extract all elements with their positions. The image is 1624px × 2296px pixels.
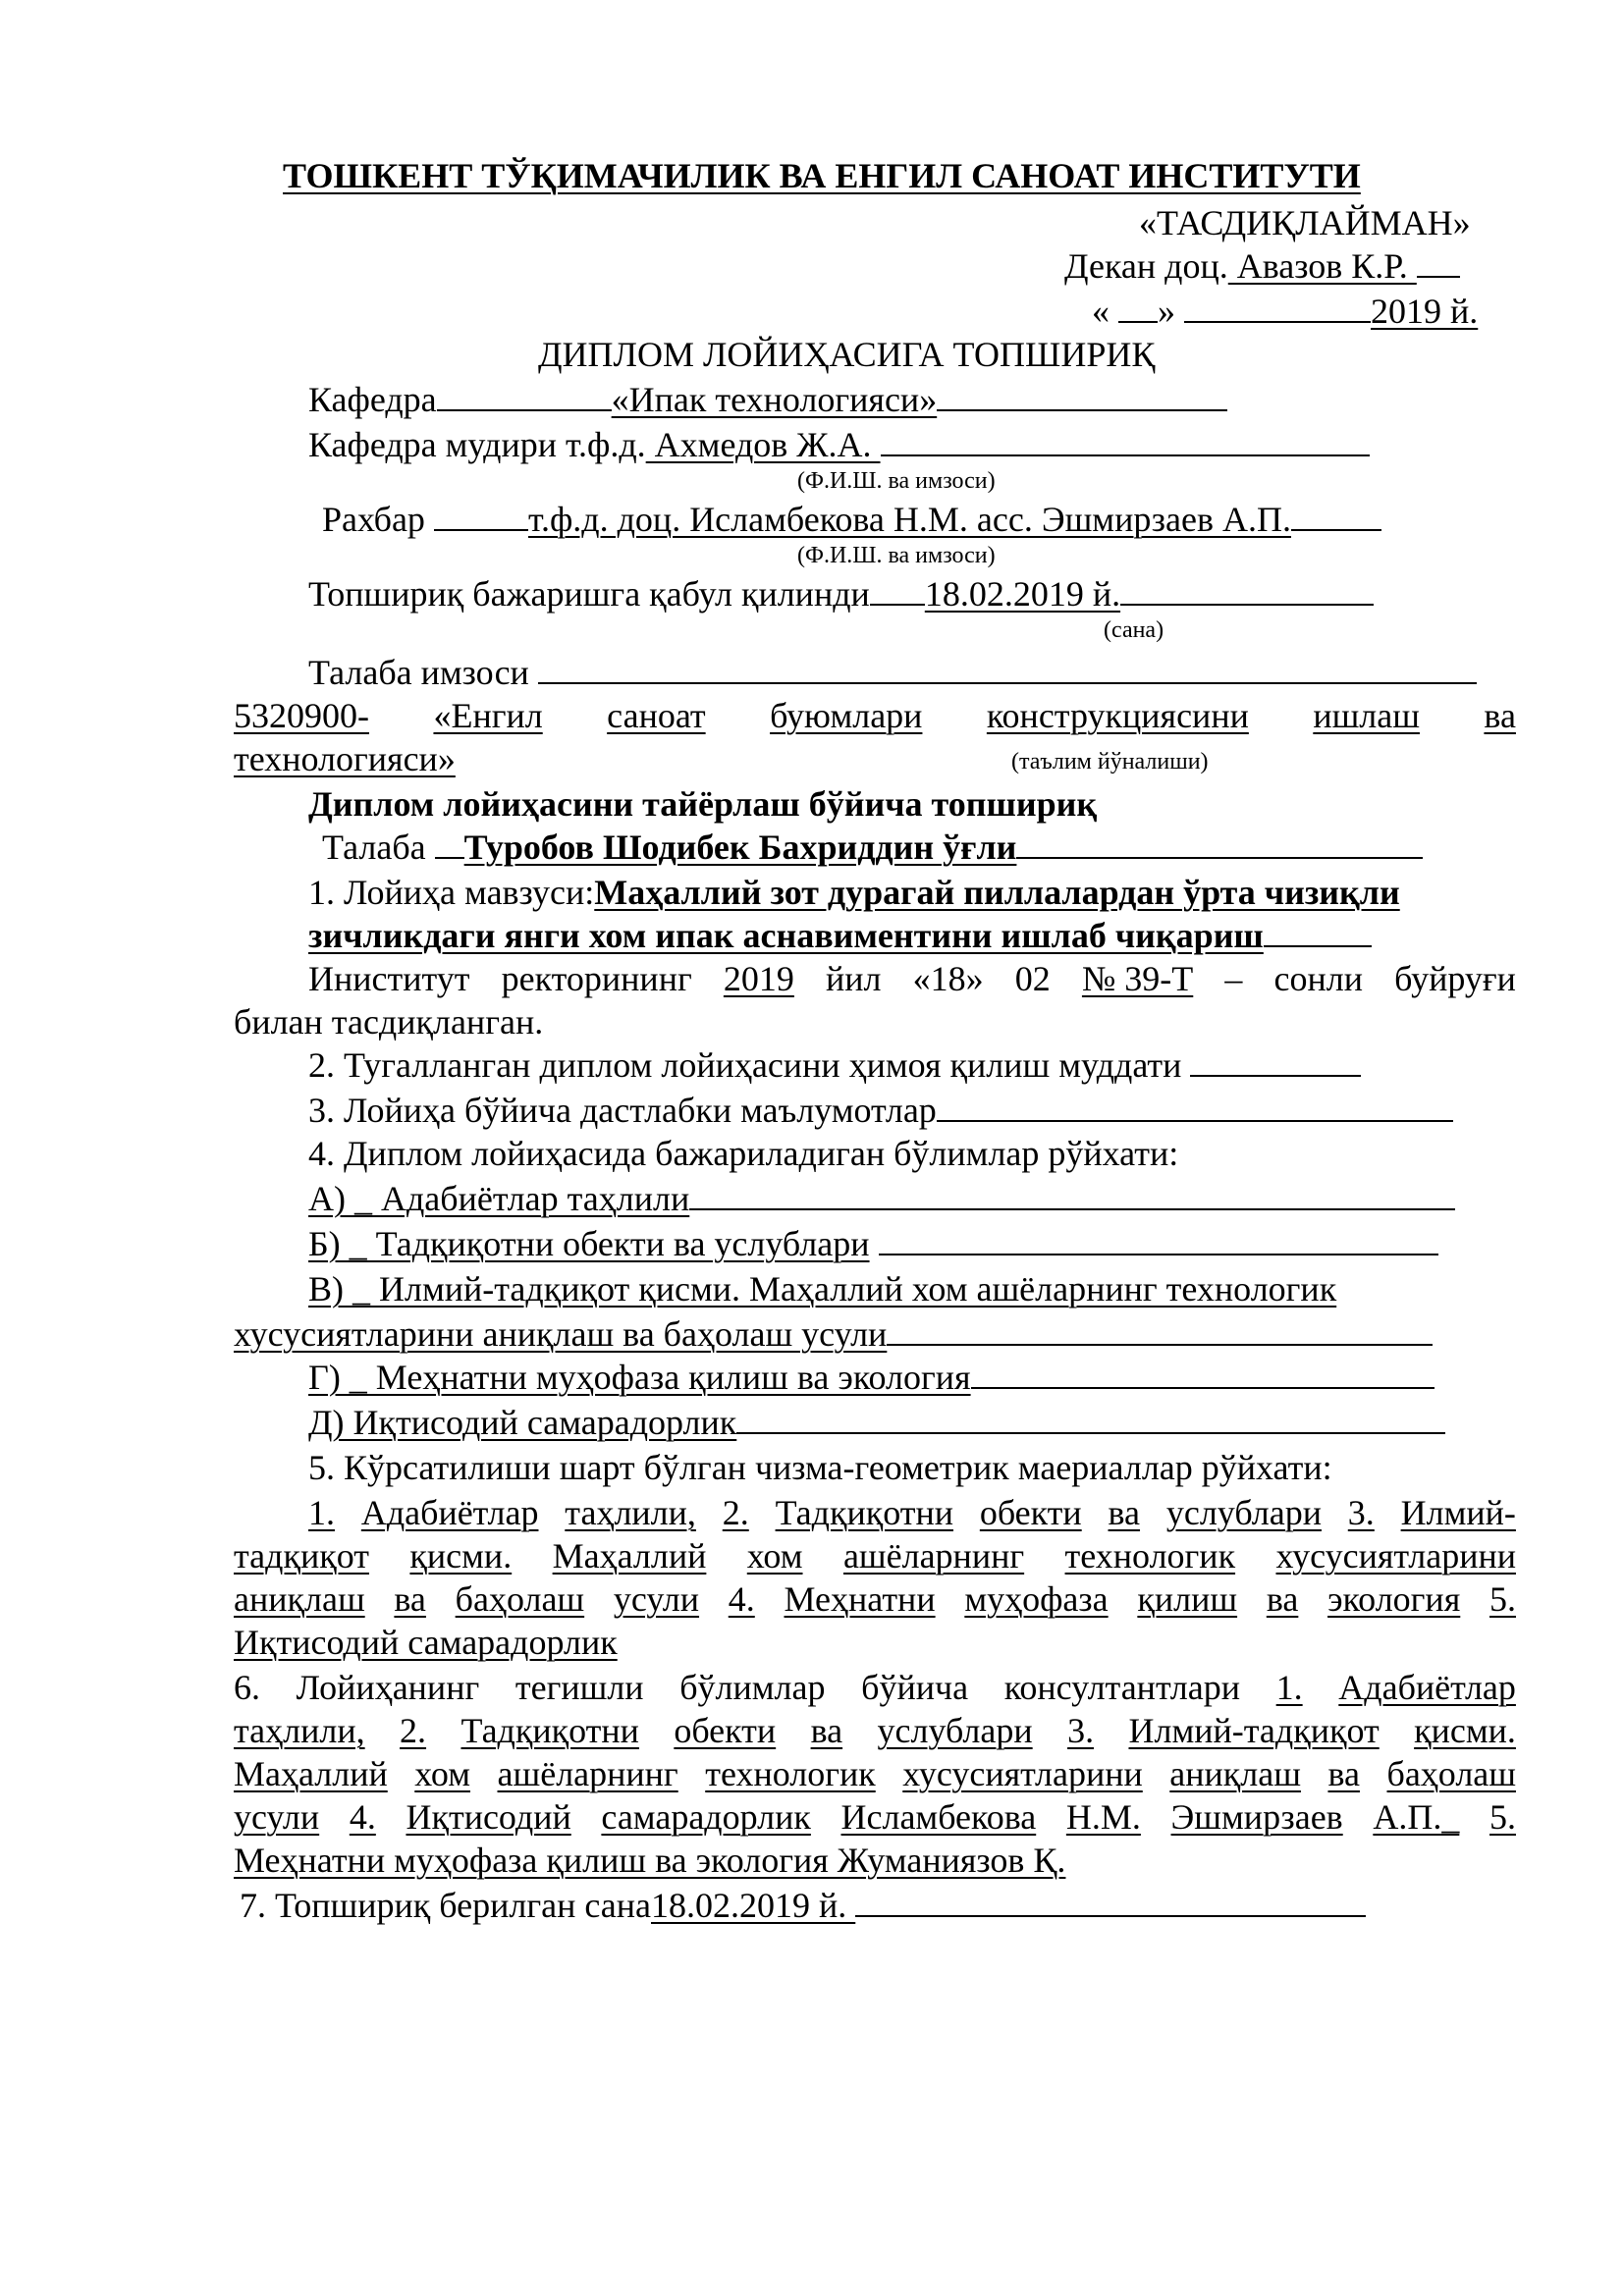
approve-year: 2019 й. [1371,292,1479,331]
item5-word: Тадқиқотни [775,1493,954,1532]
item5-word: хом [746,1536,803,1575]
item5-word: 4. [728,1579,755,1619]
accepted-date: 18.02.2019 й. [924,574,1121,614]
student-signature-label: Талаба имзоси [308,653,529,692]
item5-word: 3. [1347,1493,1375,1532]
department-trail-blank [937,380,1227,411]
item5-word: тадқиқот [234,1536,369,1575]
item5-word: ва [1266,1579,1299,1619]
order-word: ректорининг [501,959,692,998]
item5-line-4: Иқтисодий самарадорлик [234,1623,618,1662]
item6-word: услублари [877,1711,1033,1750]
specialty-word: буюмлари [770,696,923,735]
item5-word: таҳлили, [565,1493,696,1532]
item4-a-line [308,1178,1455,1219]
department-label: Кафедра [308,380,437,419]
item7-blank [855,1886,1366,1917]
student-trail-blank [1016,828,1423,859]
item6-word: Иқтисодий [406,1797,571,1837]
section-d: Д) Иқтисодий самарадорлик [308,1403,737,1442]
item2-line [308,1044,1361,1086]
project-topic-part1: Маҳаллий зот дурагай пиллалардан ўрта чизиқли [594,873,1400,912]
section-a: А) _ Адабиётлар таҳлили [308,1179,690,1218]
item5-word: экология [1327,1579,1461,1619]
specialty-word: конструкциясини [986,696,1249,735]
student-line [322,827,1423,868]
item5-line-2 [234,1535,1516,1576]
item3-line [308,1090,1453,1131]
order-line-1 [308,958,1516,999]
section-v-part2: хусусиятларини аниқлаш ва баҳолаш усули [234,1314,888,1354]
item6-line-1 [234,1667,1516,1708]
item5-word: Адабиётлар [360,1493,539,1532]
item5-word: технологик [1064,1536,1236,1575]
section-b: Б) _ Тадқиқотни обекти ва услублари [308,1224,870,1263]
order-number: № 39-Т [1081,959,1194,998]
date-note: (сана) [1104,617,1164,643]
department-value: «Ипак технологияси» [611,380,938,419]
item5-word: услублари [1165,1493,1322,1532]
item5-word: муҳофаза [964,1579,1109,1619]
item6-line-4 [234,1796,1516,1838]
dean-name: Авазов К.Р. [1227,246,1417,286]
item5-word: ва [1108,1493,1141,1532]
project-topic-part2: зичликдаги янги хом ипак аснавиментини ишлаб чиқариш [308,916,1264,955]
order-month: 02 [1014,959,1051,998]
department-head-name: Ахмедов Ж.А. [645,425,881,464]
item6-word: обекти [674,1711,777,1750]
approve-date-line [1092,291,1478,332]
item1-line-1 [308,872,1400,913]
item6-word: 2. [400,1711,427,1750]
specialty-word: ва [1484,696,1516,735]
item5-word: қилиш [1137,1579,1238,1619]
item6-word: хом [414,1754,470,1793]
item5-word: 2. [722,1493,749,1532]
item6-word: Лойиҳанинг [296,1668,480,1707]
item6-word: Адабиётлар [1338,1668,1516,1707]
dean-line [1064,245,1460,287]
item2-blank [1190,1045,1361,1077]
month-blank [1184,292,1371,323]
item6-line-3 [234,1753,1516,1794]
supervisor-line [322,499,1381,540]
specialty-word: ишлаш [1313,696,1420,735]
task-issue-date: 18.02.2019 й. [651,1886,856,1925]
item2-label: 2. Тугалланган диплом лойиҳасини ҳимоя қилиш муддати [308,1045,1182,1085]
item6-word: бўйича [861,1668,969,1707]
item4-v-line-2 [234,1313,1433,1355]
item5-line-1 [308,1492,1516,1533]
day-blank [1118,292,1158,323]
item7-line [240,1885,1366,1926]
date-close-quote: » [1158,292,1175,331]
department-head-line [308,424,1370,465]
item1-line-2 [308,915,1372,956]
item6-word: тегишли [514,1668,644,1707]
order-word: Иниститут [308,959,470,998]
dean-signature-blank [1417,246,1460,278]
item6-word: 5. [1489,1797,1516,1837]
item6-word: Н.М. [1065,1797,1141,1837]
item6-word: 1. [1275,1668,1303,1707]
item3-blank [937,1091,1453,1122]
item6-word: бўлимлар [679,1668,826,1707]
student-lead-blank [435,828,464,859]
specialty-note: (таълим йўналиши) [1011,749,1209,774]
item6-word: технологик [705,1754,876,1793]
item5-line-3 [234,1578,1516,1620]
item6-word: таҳлили, [234,1711,365,1750]
section-v-part1: В) _ Илмий-тадқиқот қисми. Маҳаллий хом ашёларнинг технологик [308,1269,1337,1308]
item7-label: 7. Топшириқ берилган сана [240,1886,651,1925]
item6-word: самарадорлик [601,1797,811,1837]
approve-stamp-text: «ТАСДИҚЛАЙМАН» [1139,203,1471,242]
supervisor-lead-blank [434,500,528,531]
section-v-blank [887,1314,1433,1346]
student-label: Талаба [322,828,426,867]
supervisor-label: Рахбар [322,500,425,539]
item6-word: баҳолаш [1386,1754,1516,1793]
department-lead-blank [437,380,612,411]
student-name: Туробов Шодибек Бахриддин ўғли [463,828,1017,867]
department-line [308,379,1227,420]
item5-word: хусусиятларини [1275,1536,1516,1575]
item6-word: ва [1327,1754,1360,1793]
specialty-word: «Енгил [433,696,543,735]
order-word: йил [826,959,882,998]
item3-label: 3. Лойиҳа бўйича дастлабки маълумотлар [308,1091,937,1130]
accepted-label: Топшириқ бажаришга қабул қилинди [308,574,870,614]
section-d-blank [736,1403,1445,1434]
section-g: Г) _ Меҳнатни муҳофаза қилиш ва экология [308,1358,971,1397]
item6-word: 4. [349,1797,376,1837]
item5-word: 1. [308,1493,335,1532]
order-word: буйруғи [1394,959,1516,998]
specialty-line-2: технологияси» [234,739,456,778]
date-open-quote: « [1092,292,1118,331]
page-title: ДИПЛОМ ЛОЙИҲАСИГА ТОПШИРИҚ [538,335,1156,374]
item6-word: усули [234,1797,320,1837]
item6-line-5: Меҳнатни муҳофаза қилиш ва экология Жуманиязов Қ. [234,1841,1066,1880]
item5-word: аниқлаш [234,1579,365,1619]
order-word: сонли [1273,959,1364,998]
accepted-trail-blank [1120,574,1374,606]
item5-word: ва [394,1579,426,1619]
item5-word: Меҳнатни [784,1579,936,1619]
fio-note-supervisor: (Ф.И.Ш. ва имзоси) [797,543,996,568]
item5-word: Маҳаллий [552,1536,707,1575]
specialty-code: 5320900- [234,696,369,735]
item6-line-2 [234,1710,1516,1751]
item5-word: обекти [979,1493,1082,1532]
item6-word: Илмий-тадқиқот [1128,1711,1380,1750]
item6-word: Маҳаллий [234,1754,388,1793]
supervisor-trail-blank [1291,500,1381,531]
section-g-blank [971,1358,1435,1389]
item6-word: қисми. [1414,1711,1516,1750]
student-signature-line [308,652,1477,693]
order-line-2: билан тасдиқланган. [234,1002,544,1041]
department-head-label: Кафедра мудири т.ф.д. [308,425,646,464]
order-day: «18» [912,959,984,998]
task-heading: Диплом лойиҳасини тайёрлаш бўйича топшириқ [308,784,1098,824]
topic-trail-blank [1264,916,1372,947]
item5-word: баҳолаш [455,1579,585,1619]
item6-word: Исламбекова [840,1797,1037,1837]
item5-word: усули [613,1579,700,1619]
student-signature-blank [538,653,1477,684]
item6-word: аниқлаш [1169,1754,1301,1793]
specialty-line-1 [234,695,1516,736]
item6-word: ашёларнинг [497,1754,678,1793]
item5-word: Илмий- [1400,1493,1516,1532]
item6-word: 3. [1067,1711,1095,1750]
accepted-lead-blank [870,574,925,606]
specialty-word: саноат [607,696,706,735]
section-b-blank [879,1224,1438,1255]
item6-word: 6. [234,1668,260,1707]
accepted-line [308,573,1374,614]
item6-word: хусусиятларини [902,1754,1143,1793]
item6-word: ва [810,1711,843,1750]
item4-g-line [308,1357,1435,1398]
item4-b-line [308,1223,1438,1264]
order-word: – [1224,959,1243,998]
item5-title: 5. Кўрсатилиши шарт бўлган чизма-геометрик маериаллар рўйхати: [308,1448,1332,1487]
item4-title: 4. Диплом лойиҳасида бажариладиган бўлимлар рўйхати: [308,1134,1179,1173]
department-head-signature-blank [881,425,1370,456]
item6-word: Эшмирзаев [1170,1797,1343,1837]
institute-name: ТОШКЕНТ ТЎҚИМАЧИЛИК ВА ЕНГИЛ САНОАТ ИНСТИТУТИ [283,156,1361,195]
item5-word: ашёларнинг [842,1536,1025,1575]
item6-word: А.П._ [1373,1797,1460,1837]
fio-note-head: (Ф.И.Ш. ва имзоси) [797,468,996,494]
dean-label: Декан доц. [1064,246,1228,286]
item1-label: 1. Лойиҳа мавзуси: [308,873,595,912]
supervisor-value: т.ф.д. доц. Исламбекова Н.М. асс. Эшмирзаев А.П. [527,500,1291,539]
item6-word: Тадқиқотни [460,1711,639,1750]
item5-word: қисми. [409,1536,513,1575]
section-a-blank [689,1179,1455,1210]
item4-d-line [308,1402,1445,1443]
item5-word: 5. [1489,1579,1516,1619]
item6-word: консултантлари [1003,1668,1240,1707]
order-year: 2019 [723,959,794,998]
